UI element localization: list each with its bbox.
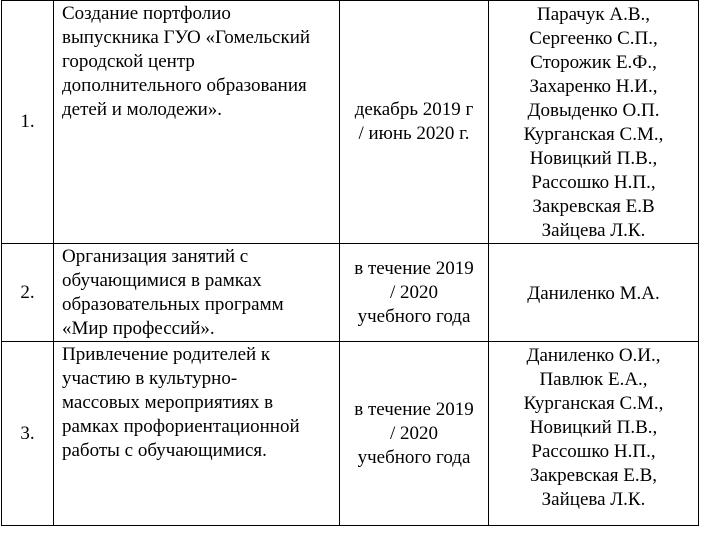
responsible-persons: Даниленко М.А.	[489, 244, 699, 342]
row-number: 3.	[2, 342, 54, 526]
activity-term: декабрь 2019 г / июнь 2020 г.	[340, 1, 489, 244]
activity-description: Привлечение родителей к участию в культурно- массовых мероприятиях в рамках профориентационной работы с обучающимися.	[54, 342, 340, 526]
activity-term: в течение 2019 / 2020 учебного года	[340, 244, 489, 342]
responsible-persons: Даниленко О.И., Павлюк Е.А., Курганская С.М., Новицкий П.В., Рассошко Н.П., Закревская Е.В, Зайцева Л.К.	[489, 342, 699, 526]
row-number: 2.	[2, 244, 54, 342]
table-row	[2, 244, 699, 342]
activity-term: в течение 2019 / 2020 учебного года	[340, 342, 489, 526]
responsible-persons: Парачук А.В., Сергеенко С.П., Сторожик Е.Ф., Захаренко Н.И., Довыденко О.П. Курганская С.М., Новицкий П.В., Рассошко Н.П., Закревская Е.В Зайцева Л.К.	[489, 1, 699, 244]
activity-description: Организация занятий с обучающимися в рамках образовательных программ «Мир профессий».	[54, 244, 340, 342]
row-number: 1.	[2, 1, 54, 244]
table-row	[2, 342, 699, 526]
activity-description: Создание портфолио выпускника ГУО «Гомельский городской центр дополнительного образования детей и молодежи».	[54, 1, 340, 244]
plan-table	[1, 0, 699, 526]
table-row	[2, 1, 699, 244]
